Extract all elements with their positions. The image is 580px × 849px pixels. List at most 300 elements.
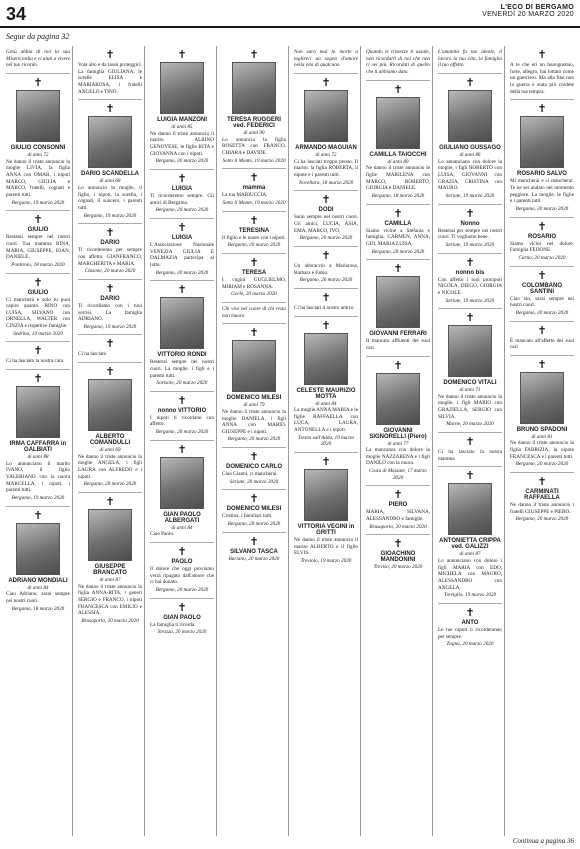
deceased-name: GIULIO CONSONNI	[10, 144, 66, 151]
notice-place-date: Bergamo, 18 marzo 2020	[371, 192, 425, 199]
notice-text: La moglie ANNA MARIA e le figlie RAFFAELLA con LUCA, LAURA, ANTONELLA e i nipoti.	[294, 407, 358, 434]
notice-text: I nipoti ti ricordano con affetto.	[150, 414, 214, 428]
notice-epigraph: Gesù abbia di noi la sua Misericordia e ci aiuti a vivere nel tuo ricordo.	[6, 49, 71, 69]
notice-place-date: Bergamo, 20 marzo 2020	[155, 158, 209, 165]
obituary-notice	[438, 205, 502, 254]
notice-text: L'Associazione Nazionale VENEZIA GIULIA E DALMAZIA partecipa al lutto.	[150, 241, 214, 268]
obituary-notice	[438, 433, 502, 467]
notice-place-date: Costa di Mezzate, 17 marzo 2020	[369, 468, 427, 481]
deceased-name: IRMA CAFFARRA in GALBIATI	[9, 441, 67, 454]
obituary-notice	[294, 453, 358, 569]
notice-epigraph: L'umanità fu tuo ideale, il lavoro la tua vita, la famiglia il tuo affetto.	[438, 49, 502, 69]
deceased-name: GIULIO	[27, 289, 49, 296]
obituary-notice	[78, 46, 142, 100]
cross-icon: ✝	[537, 48, 547, 61]
notice-text: Ne danno il triste annuncio i fratelli GIUSEPPE e PIERO.	[510, 502, 574, 515]
notice-place-date: Bariano, 20 marzo 2020	[228, 555, 280, 562]
deceased-photo	[376, 276, 420, 328]
obituary-notice	[6, 507, 70, 617]
cross-icon: ✝	[537, 475, 547, 489]
notice-text: Un abbraccio a Mariarosa, Barbara e Fabio.	[294, 262, 358, 276]
cross-icon: ✝	[465, 206, 475, 220]
deceased-name: GIOACHINO MANDONINI	[380, 551, 416, 564]
notice-text: Resterai per sempre nei nostri cuori. Ti vogliamo bene.	[438, 227, 502, 241]
cross-icon: ✝	[105, 48, 115, 61]
cross-icon: ✝	[249, 534, 259, 548]
notice-place-date: Bergamo, 18 marzo 2020	[11, 605, 65, 612]
deceased-age: di anni 89	[387, 158, 409, 165]
cross-icon: ✝	[249, 450, 259, 464]
notice-place-date: Bergamo, 19 marzo 2020	[11, 495, 65, 502]
notice-text: Resterai sempre nei nostri cuori. La moglie, i figli e i parenti tutti.	[150, 359, 214, 379]
cross-icon: ✝	[177, 48, 187, 61]
deceased-age: di anni 87	[459, 551, 481, 558]
cross-icon: ✝	[249, 171, 259, 185]
deceased-name: ALBERTO COMANDULLI	[89, 434, 131, 447]
deceased-name: GIOVANNI FERRARI	[369, 331, 427, 338]
notice-text: Ne danno il triste annuncio la moglie ANGELA, i figli LAURA con ALFREDO e i nipoti.	[78, 453, 142, 480]
notice-text: Il mancato affluenti dei suoi cari.	[366, 338, 430, 351]
notice-text: Restami sempre nel nostri cuori. Tua mamma RINA, MARIA, GIUSEPPE, IOAN, DANIELE.	[6, 234, 70, 261]
deceased-name: SILVANO TASCA	[230, 548, 278, 555]
notice-text: Ci ha lasciato la nostra cara	[6, 358, 64, 365]
notice-place-date: Bergamo, 20 marzo 2020	[227, 242, 281, 249]
notice-place-date: Sotto il Monte, 19 marzo 2020	[222, 157, 286, 164]
cross-icon: ✝	[177, 600, 187, 614]
obituary-notice	[6, 370, 70, 507]
notice-text: Mi mancherai e ci mancherai. Te ne sei andato nel momento peggiore. La moglie, le figlie e i parenti tutti.	[510, 178, 574, 205]
notice-epigraph: Quando le tristezze ti assale, non ricordarti di noi che non ci sei più. Ricordati di quello che ti abbiamo dato.	[366, 49, 430, 75]
notice-text: Le tue nipoti ti ricorderanno per sempre.	[438, 627, 502, 640]
deceased-name: mamma	[242, 185, 266, 192]
obituary-notice	[510, 356, 574, 473]
obituary-notice	[366, 486, 430, 535]
masthead	[482, 4, 574, 18]
deceased-photo	[448, 90, 492, 142]
obituary-column	[4, 46, 73, 836]
notice-place-date: Zogno, 20 marzo 2020	[446, 641, 494, 648]
notice-epigraph: Non sarà mai la morte a toglierci un sogno d'amore nella vita di qualcuno.	[294, 49, 358, 69]
notice-place-date: Bergamo, 20 marzo 2020	[155, 269, 209, 276]
deceased-photo	[304, 90, 348, 142]
deceased-name: ANTO	[461, 620, 479, 626]
notice-place-date: Marne, 20 marzo 2020	[446, 421, 494, 428]
notice-text: Lo annunciano il marito IVANO, il figlio VALERIANO con la nuora MARCELLA, i nipoti, i parenti tutti.	[6, 460, 70, 494]
notice-text: Ciao zio, sarai sempre nei nostri cuori.	[510, 295, 574, 309]
deceased-name: PIERO	[388, 502, 408, 509]
notice-text: Lo annunciano con dolore i figli MARIA con EDO, MICHELA con MAURO, ALESSANDRO con ANGELA.	[438, 558, 502, 591]
notice-place-date: Bergamo, 20 marzo 2020	[155, 207, 209, 214]
obituary-notice	[6, 211, 70, 273]
deceased-photo	[232, 340, 276, 392]
cross-icon: ✝	[177, 283, 187, 297]
notice-place-date: Bergamo, 20 marzo 2020	[227, 436, 281, 443]
notice-place-date: Treviso, 20 marzo 2020	[373, 564, 423, 571]
notice-epigraph: Chi vive nel cuore di chi resta non muore.	[222, 305, 286, 319]
notice-place-date: Bergamo, 19 marzo 2020	[83, 323, 137, 330]
deceased-name: DOMENICO MILESI	[226, 506, 282, 513]
deceased-age: di anni 84	[27, 584, 49, 591]
obituary-notice	[78, 100, 142, 224]
obituary-notice	[150, 170, 214, 219]
notice-text: Ne danno il triste annuncio la moglie DANIELA, i figli ANNA con MARIO, GIUSEPPE e i nipoti.	[222, 408, 286, 435]
cross-icon: ✝	[393, 262, 403, 276]
deceased-name: LUIGIA MANZONI	[157, 117, 207, 123]
cross-icon: ✝	[537, 323, 547, 337]
continued-from: Segue da pagina 32	[6, 32, 70, 41]
notice-text: Ne danno il triste annuncio il marito ALBERTO e il figlio ELVIS.	[294, 537, 358, 557]
notice-text: La mancanza con dolore la moglie NAZZARENA e i figli DANILO con la nuora.	[366, 447, 430, 467]
obituary-notice	[294, 191, 358, 247]
obituary-notice	[438, 46, 502, 74]
deceased-name: CELESTE MAURIZIO MOTTA	[296, 387, 356, 400]
notice-place-date: Bergamo, 20 marzo 2020	[515, 309, 569, 316]
notice-text: Sarai sempre nei nostri cuori. Gli amici, LUCIA, ASIA, EMA, MARCO, IVO.	[294, 214, 358, 234]
deceased-name: TERESA RUGGERI ved. FEDERICI	[227, 117, 281, 129]
notice-text: Cristina, i familiari tutti.	[222, 513, 273, 520]
cross-icon: ✝	[465, 255, 475, 269]
notice-place-date: Seriate, 20 marzo 2020	[229, 478, 279, 485]
obituary-notice	[222, 533, 286, 567]
notice-text: Ne danno il triste annuncio il marito ALBINO GENOVESE, le figlie RITA e GIOVANNA con i nipoti.	[150, 130, 214, 157]
deceased-age: di anni 77	[387, 440, 409, 447]
deceased-photo	[448, 325, 492, 377]
notice-text: Ci ha lasciati troppo presto. Il marito, la figlia ROBERTA, il nipote e i parenti tutti.	[294, 158, 358, 178]
notice-place-date: Bergamo, 20 marzo 2020	[371, 248, 425, 255]
obituary-notice	[510, 218, 574, 267]
deceased-name: LUIGIA	[171, 185, 193, 192]
cross-icon: ✝	[105, 365, 115, 379]
obituary-notice	[222, 448, 286, 490]
deceased-age: di anni 79	[243, 402, 265, 409]
notice-text: È mancato all'affetto dei suoi cari	[510, 337, 574, 351]
deceased-photo	[520, 372, 564, 424]
notice-text: Ciao Gianni, ci mancherai.	[222, 471, 278, 478]
deceased-photo	[520, 116, 564, 168]
obituary-notice	[6, 342, 70, 370]
notice-place-date: Sorisole, 20 marzo 2020	[156, 380, 208, 387]
obituary-notice	[510, 46, 574, 100]
obituary-notice	[510, 100, 574, 217]
notice-text: Lo annuncia la figlia ROSETTA con FRANCO, CHIARA e DAVIDE.	[222, 136, 286, 156]
deceased-name: COLOMBANO SANTINI	[522, 282, 562, 295]
obituary-notice	[6, 74, 70, 211]
page-number: 34	[6, 4, 27, 24]
cross-icon: ✝	[537, 357, 547, 371]
cross-icon: ✝	[537, 219, 547, 233]
deceased-name: DOMENICO VITALI	[443, 380, 497, 387]
notice-place-date: Seriate, 19 marzo 2020	[445, 297, 495, 304]
notice-text: Lo annuncio la moglie, il figlio, i nipoti, la sorella, i cognati, il suocero, i parenti tutti.	[78, 184, 142, 211]
notice-text: Ne danno il triste annuncio la figlia FABRIZIA, la nipote FRANCESCA e i parenti tutti.	[510, 440, 574, 460]
cross-icon: ✝	[105, 281, 115, 295]
notice-place-date: Sedrina, 19 marzo 2020	[13, 330, 63, 337]
cross-icon: ✝	[177, 171, 187, 185]
notice-text: Il figlio e le nuore con i nipoti.	[222, 234, 286, 241]
notice-text: Ci ha lasciato la nostra mamma	[438, 449, 502, 462]
obituary-notice	[222, 324, 286, 448]
obituary-notice	[438, 254, 502, 310]
obituary-notice	[78, 224, 142, 280]
notice-text: Ne danno il triste annuncio le figlie MARILENA con MARCO, ROBERTO, GIORGIA e DANIELE.	[366, 165, 430, 192]
deceased-age: di anni 68	[99, 178, 121, 185]
deceased-age: di anni 72	[27, 151, 49, 158]
deceased-age: di anni 87	[99, 577, 121, 584]
deceased-age: di anni 84	[315, 400, 337, 407]
cross-icon: ✝	[321, 75, 331, 89]
notice-text: Vola alto e da lassù proteggici. La famiglia GIULIANA, le sorelle ELISA e MARIAROSA, i fratelli ANGELO e TINO.	[78, 62, 142, 95]
cross-icon: ✝	[321, 290, 331, 304]
obituary-notice	[366, 46, 430, 81]
obituary-notice	[366, 81, 430, 205]
obituary-notice	[222, 169, 286, 211]
deceased-name: CAMILLA TAIOCCHI	[369, 151, 427, 158]
obituary-column	[148, 46, 217, 836]
obituary-notice	[222, 46, 286, 169]
cross-icon: ✝	[105, 226, 115, 240]
notice-text: Siamo vicine a Stefania e famiglia. CARMEN, ANNA, GIO, MARIA LUISA.	[366, 227, 430, 247]
deceased-name: ANTONIETTA CRIPPA ved. GALIZZI	[439, 538, 501, 551]
deceased-name: TERESA	[241, 269, 267, 276]
cross-icon: ✝	[465, 606, 475, 619]
obituary-notice	[222, 303, 286, 324]
deceased-name: DOMENICO MILESI	[226, 395, 282, 402]
deceased-name: VITTORIA VEGINI in GRITTI	[297, 524, 355, 537]
obituary-notice	[150, 599, 214, 640]
notice-place-date: Bergamo, 20 marzo 2020	[299, 277, 353, 284]
notice-place-date: Bergamo, 20 marzo 2020	[227, 521, 281, 528]
deceased-name: DARIO	[100, 295, 120, 302]
obituary-columns	[4, 46, 576, 836]
cross-icon: ✝	[33, 275, 43, 289]
cross-icon: ✝	[249, 492, 259, 506]
obituary-notice	[438, 74, 502, 205]
cross-icon: ✝	[105, 337, 115, 351]
deceased-photo	[16, 90, 60, 142]
deceased-name: nonno bis	[455, 269, 485, 276]
deceased-name: DOMENICO CARLO	[226, 464, 282, 471]
deceased-age: di anni 69	[99, 447, 121, 454]
deceased-name: CAMILLA	[384, 220, 412, 227]
deceased-photo	[160, 62, 204, 114]
obituary-notice	[150, 281, 214, 392]
cross-icon: ✝	[33, 372, 43, 386]
deceased-name: GIULIANO GUSSAGO	[439, 144, 501, 151]
notice-text: Con affetto i tuoi pronipoti NICOLA, DIEGO, GIORGIA e NICOLE.	[438, 276, 502, 296]
obituary-column	[220, 46, 289, 836]
notice-text: I cugini GUGLIELMO, MIRIAM e ROSANNA.	[222, 276, 286, 290]
notice-text: Ci ha lasciato	[78, 351, 107, 358]
deceased-photo	[16, 523, 60, 575]
notice-place-date: Bergamo, 20 marzo 2020	[299, 235, 353, 242]
deceased-age: di anni 81	[531, 433, 553, 440]
obituary-notice	[78, 335, 142, 363]
cross-icon: ✝	[105, 102, 115, 116]
newspaper-name: L'ECO DI BERGAMO	[500, 4, 574, 11]
obituary-notice	[78, 363, 142, 493]
obituary-notice	[294, 46, 358, 74]
obituary-notice	[222, 254, 286, 303]
notice-place-date: Brusaporto, 20 marzo 2020	[369, 523, 427, 530]
deceased-name: GIUSEPPE BRANCATO	[93, 564, 127, 577]
deceased-name: GIAN PAOLO	[163, 614, 201, 621]
notice-text: Ti ricorderemo sempre. Gli amici di Bergamo.	[150, 192, 214, 206]
deceased-photo	[160, 297, 204, 349]
cross-icon: ✝	[177, 393, 187, 407]
deceased-name: VITTORIO RONDI	[157, 352, 207, 359]
notice-place-date: Bergamo, 20 marzo 2020	[515, 461, 569, 468]
deceased-photo	[88, 379, 132, 431]
cross-icon: ✝	[177, 442, 187, 456]
deceased-name: LUIGIA	[171, 234, 193, 241]
deceased-name: nonno VITTORIO	[157, 407, 207, 414]
deceased-age: di anni 84	[171, 524, 193, 531]
notice-text: Il dolore che oggi proviamo verrà ripagato dall'amore che ci hai donato.	[150, 566, 214, 586]
obituary-notice	[294, 317, 358, 454]
notice-text: Ti ricorderemo per sempre con affetto. GIANFRANCO, MARGHERITA e MARIA.	[78, 247, 142, 267]
deceased-photo	[16, 386, 60, 438]
notice-text: Ne danno il triste annuncio la moglie LIVIA, la figlia ANNA con OMAR, i nipoti MARCO, GIULIA e MARCO, fratelli, cognati e parenti tutti.	[6, 158, 70, 198]
header-rule	[0, 26, 580, 28]
deceased-photo	[160, 457, 204, 509]
deceased-age: di anni 71	[459, 387, 481, 394]
notice-place-date: Treviglio, 19 marzo 2020	[443, 592, 497, 599]
cross-icon: ✝	[321, 248, 331, 262]
cross-icon: ✝	[33, 508, 43, 522]
cross-icon: ✝	[321, 193, 331, 207]
notice-place-date: Seriate, 19 marzo 2020	[445, 192, 495, 199]
deceased-name: DARIO SCANDELLA	[81, 171, 139, 178]
cross-icon: ✝	[393, 488, 403, 502]
deceased-name: GIAN PAOLO ALBERGATI	[163, 511, 201, 524]
deceased-name: GIOVANNI SIGNORELLI (Piero)	[369, 427, 427, 440]
obituary-notice	[6, 46, 70, 74]
notice-place-date: Bergamo, 19 marzo 2020	[83, 212, 137, 219]
notice-text: A te che eri un buongustaio, forte, allegro, hai lottato come un guerriero. Ma alla fine non la guerra è stata più crudele della tua tempra.	[510, 62, 574, 95]
notice-place-date: Trezzo sull'Adda, 19 marzo 2020	[297, 434, 355, 448]
deceased-name: Nonno	[460, 220, 480, 227]
obituary-notice	[438, 309, 502, 433]
deceased-photo	[88, 116, 132, 168]
notice-text: MARIA, SILVANA, ALESSANDRO e famiglie.	[366, 509, 430, 523]
cross-icon: ✝	[177, 220, 187, 234]
notice-text: Ne danno il triste annuncio la moglie, i figli MARIO con GRAZIELLA, SERGIO con SILVIA.	[438, 393, 502, 420]
obituary-notice	[366, 535, 430, 575]
obituary-column	[436, 46, 505, 836]
cross-icon: ✝	[393, 82, 403, 96]
obituary-notice	[150, 392, 214, 441]
notice-place-date: Seriate, 19 marzo 2020	[445, 241, 495, 248]
obituary-notice	[438, 467, 502, 604]
notice-place-date: Bergamo, 20 marzo 2020	[83, 481, 137, 488]
cross-icon: ✝	[249, 48, 259, 61]
cross-icon: ✝	[249, 213, 259, 227]
notice-text: Ciao Adriano, sarai sempre nei nostri cuori.	[6, 591, 70, 604]
deceased-name: ROSARIO	[527, 233, 556, 240]
deceased-photo	[232, 62, 276, 114]
deceased-age: di anni 86	[459, 151, 481, 158]
cross-icon: ✝	[105, 495, 115, 509]
deceased-photo	[304, 333, 348, 385]
cross-icon: ✝	[465, 469, 475, 483]
cross-icon: ✝	[393, 537, 403, 551]
cross-icon: ✝	[393, 358, 403, 372]
deceased-name: PAOLO	[171, 559, 193, 566]
notice-place-date: Clusone, 20 marzo 2020	[84, 268, 136, 275]
obituary-notice	[510, 267, 574, 322]
deceased-photo	[448, 483, 492, 535]
obituary-notice	[366, 260, 430, 356]
obituary-notice	[78, 280, 142, 336]
deceased-age: di anni 88	[27, 454, 49, 461]
deceased-age: di anni 90	[243, 130, 265, 136]
notice-place-date: Sotto il Monte, 19 marzo 2020	[222, 199, 286, 206]
obituary-notice	[510, 322, 574, 356]
notice-text: Siamo vicini nel dolore. Famiglia FEDONE.	[510, 240, 574, 254]
deceased-name: TERESINA	[238, 227, 270, 234]
notice-place-date: Bergamo, 19 marzo 2020	[11, 199, 65, 206]
deceased-photo	[376, 97, 420, 149]
cross-icon: ✝	[465, 75, 475, 89]
deceased-name: BRUNO SPADONI	[516, 426, 568, 433]
notice-text: Ci mancherà e solo tu puoi capire quanto. RINO con LUISA, SILVANO con ORNELLA, WALTER con CINZIA e rispettive famiglie.	[6, 296, 70, 330]
cross-icon: ✝	[33, 75, 43, 89]
notice-place-date: Gorle, 20 marzo 2020	[231, 291, 277, 298]
deceased-name: GIULIO	[27, 227, 49, 234]
obituary-notice	[438, 604, 502, 652]
notice-text: Ne danno il triste annuncio la figlia ANNA-RITA, i generi SERGIO e FRANCO, i nipoti FRANCESCA con EMILIO e ALESSIA.	[78, 583, 142, 617]
obituary-notice	[222, 490, 286, 532]
obituary-column	[76, 46, 145, 836]
deceased-name: ADRIANO MONDIALI	[8, 577, 68, 584]
obituary-notice	[366, 357, 430, 487]
obituary-notice	[294, 289, 358, 317]
notice-text: Ti ricordiamo con i tuoi sorrisi. La famiglia ADRIANO.	[78, 302, 142, 323]
deceased-age: di anni 85	[171, 124, 193, 130]
notice-place-date: Bergamo, 20 marzo 2020	[155, 429, 209, 436]
notice-place-date: Bergamo, 20 marzo 2020	[515, 516, 569, 523]
notice-place-date: Brusaporto, 20 marzo 2020	[81, 618, 139, 624]
deceased-photo	[88, 509, 132, 561]
issue-date: VENERDÌ 20 MARZO 2020	[482, 11, 574, 18]
notice-text: La famiglia ti ricorda.	[150, 621, 196, 628]
deceased-photo	[376, 373, 420, 425]
obituary-column	[292, 46, 361, 836]
obituary-notice	[294, 247, 358, 289]
notice-place-date: Novellara, 18 marzo 2020	[298, 179, 354, 186]
obituary-notice	[150, 46, 214, 170]
cross-icon: ✝	[321, 318, 331, 332]
obituary-notice	[294, 74, 358, 191]
deceased-photo	[304, 469, 348, 521]
notice-text: Ciao Paolo.	[150, 531, 175, 538]
obituary-column	[364, 46, 433, 836]
cross-icon: ✝	[537, 268, 547, 282]
deceased-name: DARIO	[100, 240, 120, 247]
cross-icon: ✝	[33, 344, 43, 358]
deceased-name: ARMANDO MAGUIAN	[295, 144, 357, 151]
notice-text: Lo annunciano con dolore la moglie, i figli ROBERTO con LUISA, GIOVANNI con GRAZIA, CRISTINA con MAURO.	[438, 158, 502, 192]
notice-text: La tua MARIUCCIA.	[222, 192, 268, 199]
obituary-notice	[150, 543, 214, 599]
cross-icon: ✝	[177, 545, 187, 559]
cross-icon: ✝	[537, 102, 547, 116]
deceased-name: DODI	[318, 207, 334, 214]
notice-place-date: Bergamo, 20 marzo 2020	[515, 205, 569, 212]
cross-icon: ✝	[465, 435, 475, 449]
cross-icon: ✝	[321, 455, 331, 469]
obituary-notice	[366, 205, 430, 261]
